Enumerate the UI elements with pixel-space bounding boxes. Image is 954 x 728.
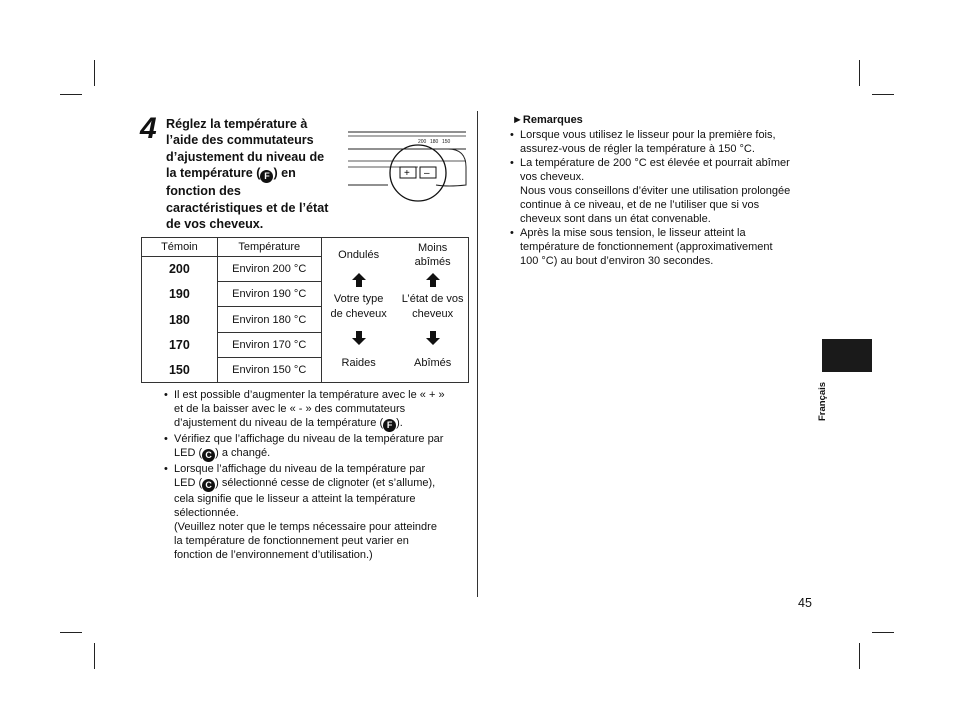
note-line	[174, 476, 470, 492]
raides-label: Raides	[341, 357, 376, 369]
remark-line: continue à ce niveau, et de ne l’utiliser que si vos	[520, 199, 760, 211]
crop-mark	[60, 632, 82, 633]
crop-mark	[60, 94, 82, 95]
note-line: • Il est possible d’augmenter la température avec le « + »	[174, 389, 445, 401]
note-line: cela signifie que le lisseur a atteint la température	[174, 493, 416, 505]
remark-line: Nous vous conseillons d’éviter une utilisation prolongée	[520, 185, 791, 197]
remark-item	[510, 128, 815, 156]
step-line: de vos cheveux.	[166, 217, 264, 232]
step-line	[166, 165, 346, 183]
device-control-illustration	[348, 127, 468, 205]
etat-line: L’état de vos	[401, 293, 464, 305]
temoin-cell: 200	[142, 257, 218, 282]
page-number: 45	[798, 596, 812, 610]
moins-abimes-line: Moins	[417, 242, 448, 254]
note-line-part: ) sélectionné cesse de clignoter (et s’allume),	[215, 477, 436, 489]
remark-line: cheveux sont dans un état convenable.	[520, 213, 711, 225]
temoin-cell: 170	[142, 332, 218, 357]
minus-switch-icon: –	[424, 168, 430, 179]
step-line: Réglez la température à	[166, 117, 308, 131]
remarks-list	[510, 128, 815, 268]
marker-f-icon: F	[383, 419, 396, 432]
note-line-part: d’ajustement du niveau de la température (	[174, 417, 384, 429]
note-line: • Vérifiez que l’affichage du niveau de la température par	[174, 433, 444, 445]
arrow-down-icon	[352, 331, 366, 345]
note-line-part: ) a changé.	[215, 447, 271, 459]
temperature-cell: Environ 170 °C	[217, 332, 321, 357]
step-instruction	[166, 116, 346, 232]
note-item	[164, 432, 470, 462]
arrow-up-icon	[352, 273, 366, 287]
note-line: fonction de l’environnement d’utilisation.)	[174, 549, 373, 561]
temperature-cell: Environ 150 °C	[217, 357, 321, 382]
led-label: 180	[430, 139, 439, 145]
crop-mark	[859, 60, 860, 86]
votre-type-line: Votre type	[333, 293, 384, 305]
step-line-part: ) en	[273, 166, 296, 181]
plus-switch-icon: +	[404, 168, 410, 179]
step-line: fonction des	[166, 184, 241, 199]
temperature-cell: Environ 200 °C	[217, 257, 321, 282]
header-temperature: Température	[217, 238, 321, 257]
note-line-part: LED (	[174, 477, 203, 489]
remark-line: température de fonctionnement (approximativement	[520, 241, 773, 253]
temoin-cell: 190	[142, 282, 218, 307]
step-line-part: la température (	[166, 166, 261, 181]
marker-f-icon: F	[260, 170, 273, 183]
note-line: la température de fonctionnement peut varier en	[174, 535, 409, 547]
led-label: 200	[418, 139, 427, 145]
remark-line: • Lorsque vous utilisez le lisseur pour la première fois,	[520, 129, 776, 141]
note-line	[174, 416, 470, 432]
temperature-cell: Environ 190 °C	[217, 282, 321, 307]
arrow-down-icon	[426, 331, 440, 345]
header-temoin: Témoin	[142, 238, 218, 257]
crop-mark	[872, 632, 894, 633]
notes-list	[164, 388, 470, 562]
language-text: Français	[817, 381, 829, 422]
abimes-label: Abîmés	[413, 357, 452, 369]
temperature-table	[141, 237, 469, 383]
etat-line: cheveux	[412, 308, 454, 320]
moins-abimes-line: abîmés	[414, 256, 451, 268]
note-item	[164, 462, 470, 562]
hair-guide-cell	[321, 238, 468, 383]
remark-line: assurez-vous de régler la température à 150 °C.	[520, 143, 755, 155]
votre-type-line: de cheveux	[330, 308, 387, 320]
step-number: 4	[140, 112, 157, 145]
crop-mark	[94, 643, 95, 669]
led-label: 150	[442, 139, 451, 145]
remark-line: • Après la mise sous tension, le lisseur atteint la	[520, 227, 746, 239]
crop-mark	[94, 60, 95, 86]
note-line-part: ).	[396, 417, 403, 429]
marker-c-icon: C	[202, 479, 215, 492]
remark-line: vos cheveux.	[520, 171, 585, 183]
crop-mark	[872, 94, 894, 95]
language-tab-block	[822, 339, 872, 372]
step-line: caractéristiques et de l’état	[166, 200, 329, 215]
remark-item	[510, 156, 815, 226]
etat-label	[396, 292, 470, 322]
note-line: (Veuillez noter que le temps nécessaire pour atteindre	[174, 521, 437, 533]
temperature-cell: Environ 180 °C	[217, 307, 321, 332]
remark-line: • La température de 200 °C est élevée et pourrait abîmer	[520, 157, 790, 169]
language-label	[817, 378, 834, 428]
step-line: d’ajustement du niveau de	[166, 149, 325, 164]
note-item	[164, 388, 470, 432]
crop-mark	[859, 643, 860, 669]
note-line	[174, 446, 470, 462]
note-line-part: LED (	[174, 447, 203, 459]
remark-line: 100 °C) au bout d’environ 30 secondes.	[520, 255, 714, 267]
temoin-cell: 180	[142, 307, 218, 332]
note-line: et de la baisser avec le « - » des commutateurs	[174, 403, 406, 415]
temoin-cell: 150	[142, 357, 218, 382]
votre-type-label	[322, 292, 396, 322]
note-line: sélectionnée.	[174, 507, 239, 519]
moins-abimes-label	[396, 241, 470, 269]
marker-c-icon: C	[202, 449, 215, 462]
remarks-title: ►Remarques	[512, 114, 583, 126]
note-line: • Lorsque l’affichage du niveau de la température par	[174, 463, 426, 475]
arrow-up-icon	[426, 273, 440, 287]
step-line: l’aide des commutateurs	[166, 133, 314, 148]
ondules-label: Ondulés	[338, 249, 380, 261]
remark-item	[510, 226, 815, 268]
column-divider	[477, 111, 478, 597]
